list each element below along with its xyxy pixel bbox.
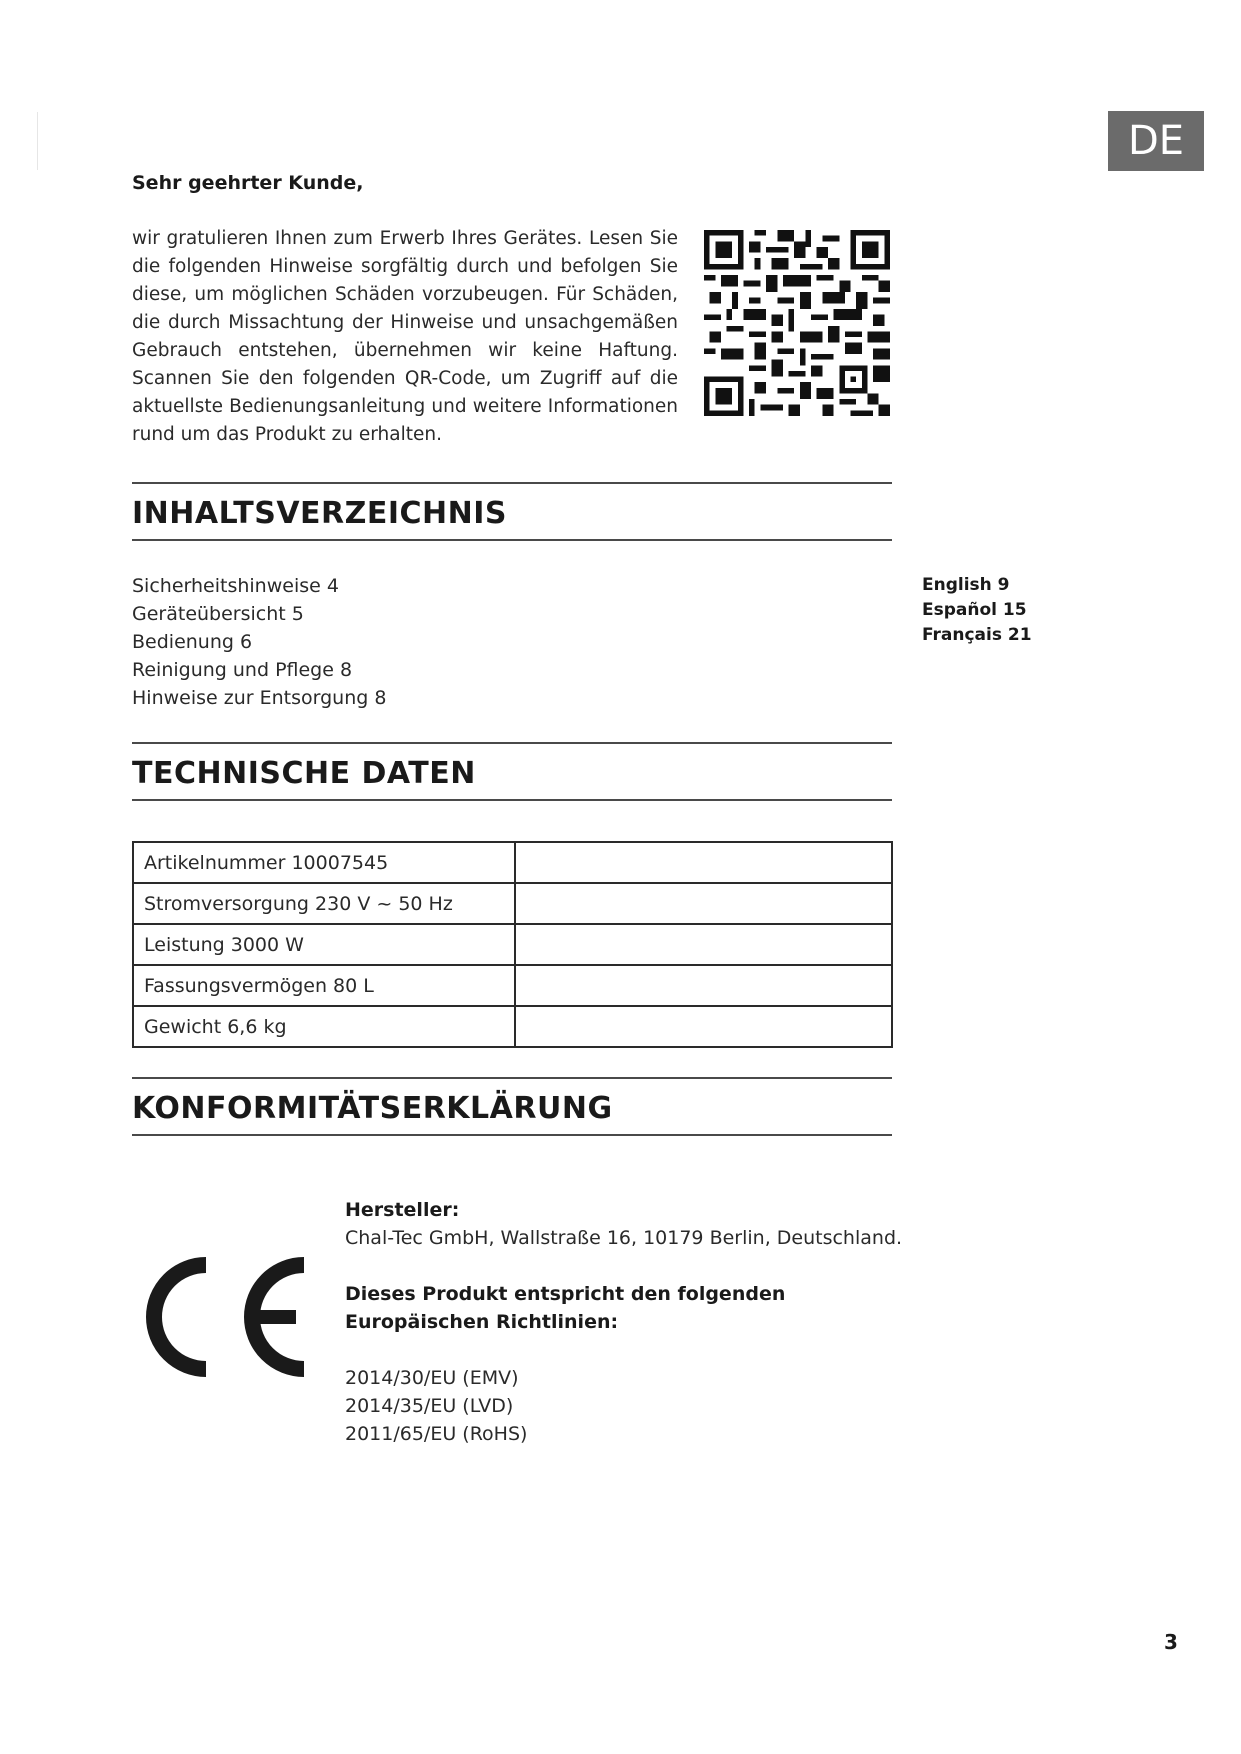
spec-cell: Leistung 3000 W [133,924,515,965]
toc-item-safety[interactable]: Sicherheitshinweise 4 [132,575,339,597]
table-row [133,842,892,883]
toc-item-disposal[interactable]: Hinweise zur Entsorgung 8 [132,687,387,709]
spec-cell: Stromversorgung 230 V ~ 50 Hz [133,883,515,924]
manufacturer-address: Chal-Tec GmbH, Wallstraße 16, 10179 Berlin, Deutschland. [345,1227,903,1249]
toc-languages [922,573,1032,648]
language-badge: DE [1108,111,1204,171]
directives-heading: Dieses Produkt entspricht den folgenden Europäischen Richtlinien: [345,1283,786,1333]
spec-cell [515,842,892,883]
spec-cell: Fassungsvermögen 80 L [133,965,515,1006]
spec-cell [515,965,892,1006]
toc-section [132,482,892,541]
ce-mark-logo [146,1253,318,1381]
toc-lang-spanish[interactable]: Español 15 [922,600,1027,620]
toc-lang-french[interactable]: Français 21 [922,625,1032,645]
toc-title: INHALTSVERZEICHNIS [132,496,508,531]
margin-mark [37,112,38,170]
spec-cell: Artikelnummer 10007545 [133,842,515,883]
intro-paragraph: wir gratulieren Ihnen zum Erwerb Ihres Gerätes. Lesen Sie die folgenden Hinweise sorgfältig durch und befolgen Sie diese, um möglichen Schäden vorzubeugen. Für Schäden, die durch Missachtung der Hinweise und unsachgemäßen Gebrauch entstehen, übernehmen wir keine Haftung. Scannen Sie den folgenden QR-Code, um Zugriff auf die aktuellste Bedienungsanleitung und weitere Informationen rund um das Produkt zu erhalten. [132,228,678,445]
conformity-bottom-rule [132,1134,892,1136]
manufacturer-label: Hersteller: [345,1199,460,1221]
table-row [133,883,892,924]
toc-item-cleaning[interactable]: Reinigung und Pflege 8 [132,659,353,681]
qr-code[interactable] [704,230,890,416]
directive-rohs: 2011/65/EU (RoHS) [345,1423,528,1445]
tech-title: TECHNISCHE DATEN [132,756,476,791]
spec-table [132,841,893,1048]
toc-bottom-rule [132,539,892,541]
greeting: Sehr geehrter Kunde, [132,172,364,194]
toc-item-operation[interactable]: Bedienung 6 [132,631,253,653]
tech-section [132,742,892,801]
page-number: 3 [1164,1630,1178,1654]
directive-emv: 2014/30/EU (EMV) [345,1367,519,1389]
spec-cell [515,924,892,965]
toc-item-overview[interactable]: Geräteübersicht 5 [132,603,304,625]
directive-lvd: 2014/35/EU (LVD) [345,1395,514,1417]
spec-cell: Gewicht 6,6 kg [133,1006,515,1047]
tech-bottom-rule [132,799,892,801]
conformity-section [132,1077,892,1136]
manufacturer-block [345,1196,905,1448]
toc-lang-english[interactable]: English 9 [922,575,1010,595]
table-row [133,924,892,965]
conformity-title: KONFORMITÄTSERKLÄRUNG [132,1091,613,1126]
table-row [133,965,892,1006]
spec-cell [515,883,892,924]
spec-cell [515,1006,892,1047]
toc-list [132,572,386,712]
table-row [133,1006,892,1047]
